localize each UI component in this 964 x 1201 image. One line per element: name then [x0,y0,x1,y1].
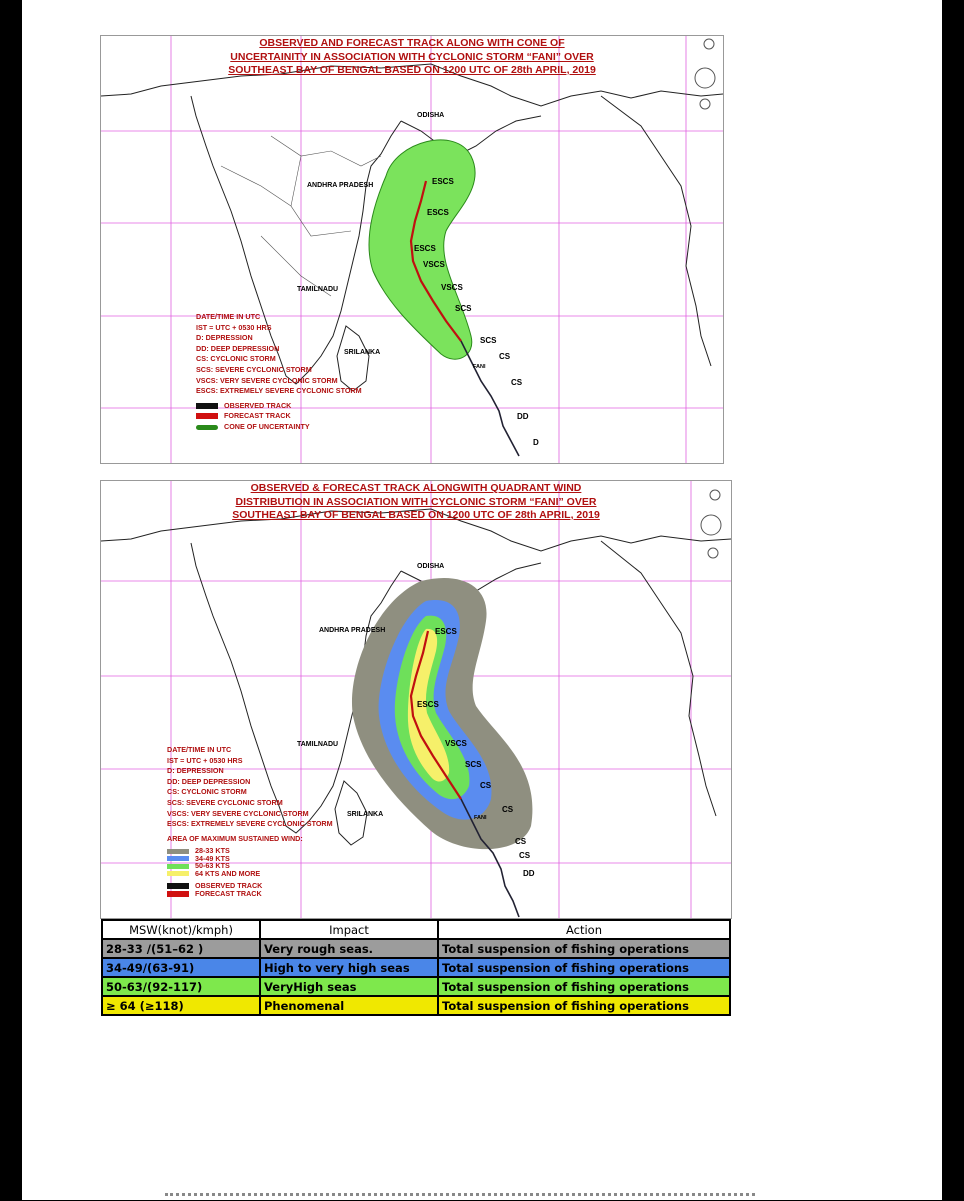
map1-legend-item: IST = UTC + 0530 HRS [196,322,272,332]
map1-legend-item: SCS: SEVERE CYCLONIC STORM [196,364,312,374]
map2-storm-label: SCS [465,760,482,769]
map1-legend-item: ESCS: EXTREMELY SEVERE CYCLONIC STORM [196,386,362,396]
quadrant-wind-map [100,480,732,919]
cell-impact: VeryHigh seas [260,977,438,996]
map1-storm-name: FANI [473,364,486,370]
map1-storm-label: CS [511,378,523,387]
header-impact: Impact [260,920,438,939]
map2-legend-item: DATE/TIME IN UTC [167,745,232,754]
map2-storm-label: CS [519,851,531,860]
cell-msw: 34-49/(63-91) [102,958,260,977]
map2-legend-item: SCS: SEVERE CYCLONIC STORM [167,797,283,807]
header-action: Action [438,920,730,939]
map1-legend-item: DD: DEEP DEPRESSION [196,343,280,353]
map2-storm-name: FANI [474,815,487,821]
observed-track-swatch [167,883,189,889]
map1-label-tamilnadu: TAMILNADU [297,286,339,293]
map2-storm-label: DD [523,869,535,878]
map2-title-line-3: SOUTHEAST BAY OF BENGAL BASED ON 1200 UTC OF 28th APRIL, 2019 [232,509,600,521]
cone-of-uncertainty-map [100,35,724,464]
map1-title-line-2: UNCERTAINITY IN ASSOCIATION WITH CYCLONIC STORM “FANI” OVER [230,50,594,63]
map1-key-observed [196,401,362,412]
table-row [102,996,730,1015]
wind-swatch [167,864,189,869]
map1-title-line-3: SOUTHEAST BAY OF BENGAL BASED ON 1200 UTC OF 28th APRIL, 2019 [228,64,596,76]
wind-key-label: 28-33 KTS [195,846,230,856]
forecast-track-swatch [196,413,218,419]
map1-title-line-1: OBSERVED AND FORECAST TRACK ALONG WITH CONE OF [259,37,565,49]
cell-action: Total suspension of fishing operations [438,958,730,977]
impact-table-header-row [102,920,730,939]
map1-graphic [101,36,723,463]
map2-label-tamilnadu: TAMILNADU [297,741,339,748]
map1-observed-track [461,341,519,456]
map1-label-andhra: ANDHRA PRADESH [307,182,374,189]
map2-label-odisha: ODISHA [417,563,445,570]
map1-storm-label: SCS [480,336,497,345]
map2-legend-item: IST = UTC + 0530 HRS [167,755,243,765]
wind-swatch [167,849,189,854]
map1-legend-item: VSCS: VERY SEVERE CYCLONIC STORM [196,375,338,385]
observed-track-swatch [196,403,218,409]
map1-storm-label: ESCS [414,244,436,253]
wind-swatch [167,856,189,861]
map1-legend-item: CS: CYCLONIC STORM [196,354,276,364]
wind-key-label: 64 KTS AND MORE [195,868,261,878]
map1-key-cone-label: CONE OF UNCERTAINTY [224,421,310,431]
map2-storm-label: CS [502,805,514,814]
map2-title-line-1: OBSERVED & FORECAST TRACK ALONGWITH QUADRANT WIND [250,482,582,494]
cell-impact: Phenomenal [260,996,438,1015]
cell-msw: 28-33 /(51–62 ) [102,939,260,958]
map2-wind-title: AREA OF MAXIMUM SUSTAINED WIND: [167,833,303,843]
map2-key-observed-label: OBSERVED TRACK [195,881,263,891]
cell-action: Total suspension of fishing operations [438,939,730,958]
map2-storm-label: CS [515,837,527,846]
wind-key-label: 34-49 KTS [195,853,230,863]
forecast-track-swatch [167,891,189,897]
cell-impact: Very rough seas. [260,939,438,958]
map2-wind-keys [167,847,333,877]
map1-legend-item: DATE/TIME IN UTC [196,312,261,321]
cell-action: Total suspension of fishing operations [438,996,730,1015]
map1-legend-item: D: DEPRESSION [196,333,253,343]
wind-key-label: 50-63 KTS [195,861,230,871]
map2-legend-item: ESCS: EXTREMELY SEVERE CYCLONIC STORM [167,819,333,829]
table-row [102,939,730,958]
map2-key-forecast [167,890,333,898]
map1-storm-label: VSCS [441,283,463,292]
map1-storm-label: CS [499,352,511,361]
cell-msw: 50-63/(92-117) [102,977,260,996]
cell-action: Total suspension of fishing operations [438,977,730,996]
map2-storm-label: ESCS [417,700,439,709]
map2-myanmar-coast [601,541,716,816]
cone-swatch [196,425,218,430]
map2-storm-label: VSCS [445,739,467,748]
cell-msw: ≥ 64 (≥118) [102,996,260,1015]
cell-impact: High to very high seas [260,958,438,977]
map1-key-observed-label: OBSERVED TRACK [224,400,292,410]
map2-title-line-2: DISTRIBUTION IN ASSOCIATION WITH CYCLONIC STORM “FANI” OVER [235,495,597,508]
table-row [102,958,730,977]
map1-key-cone [196,422,362,433]
map1-storm-label: D [533,438,539,447]
map2-key-forecast-label: FORECAST TRACK [195,889,262,899]
table-row [102,977,730,996]
map1-storm-label: SCS [455,304,472,313]
map2-legend-item: D: DEPRESSION [167,766,224,776]
map2-legend-item: CS: CYCLONIC STORM [167,787,247,797]
map1-key-forecast-label: FORECAST TRACK [224,411,291,421]
map1-storm-label: ESCS [427,208,449,217]
map1-label-odisha: ODISHA [417,112,445,119]
impact-table [101,919,731,1016]
map1-storm-label: ESCS [432,177,454,186]
map2-legend-item: DD: DEEP DEPRESSION [167,776,251,786]
map2-legend [167,745,333,898]
map2-storm-label: CS [480,781,492,790]
map2-title [101,482,731,523]
wind-key-item [167,847,333,855]
map1-storm-label: VSCS [423,260,445,269]
wind-key-item [167,855,333,863]
map2-storm-label: ESCS [435,627,457,636]
map1-storm-label: DD [517,412,529,421]
map1-label-srilanka: SRILANKA [344,349,381,356]
map1-title [101,37,723,78]
wind-key-item [167,870,333,878]
map2-legend-item: VSCS: VERY SEVERE CYCLONIC STORM [167,808,309,818]
wind-swatch [167,871,189,876]
map2-label-andhra: ANDHRA PRADESH [319,627,386,634]
map1-key-forecast [196,411,362,422]
map1-legend [196,312,362,433]
header-msw: MSW(knot)/kmph) [102,920,260,939]
map1-myanmar-coast [601,96,711,366]
map2-label-srilanka: SRILANKA [347,811,384,818]
